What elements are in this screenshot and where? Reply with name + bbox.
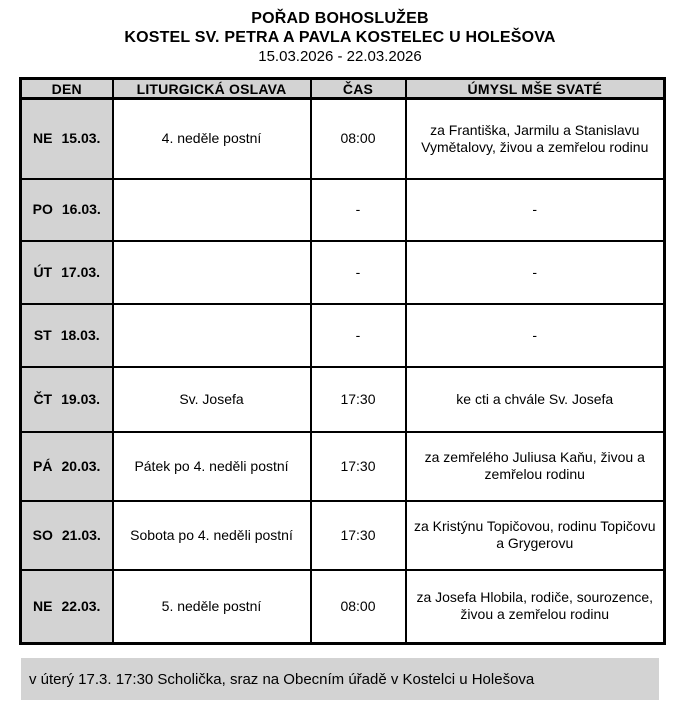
table-row [21, 570, 665, 644]
col-header-intention: ÚMYSL MŠE SVATÉ [406, 79, 665, 99]
cell-day [21, 432, 113, 501]
cell-intention: za Františka, Jarmilu a Stanislavu Vymětalovy, živou a zemřelou rodinu [406, 99, 665, 179]
day-label [33, 264, 100, 281]
day-date: 21.03. [61, 526, 101, 543]
cell-intention: - [406, 241, 665, 304]
cell-celebration: Sv. Josefa [113, 367, 311, 432]
table-row [21, 501, 665, 570]
cell-intention: za Josefa Hlobila, rodiče, sourozence, živou a zemřelou rodinu [406, 570, 665, 644]
document-title: POŘAD BOHOSLUŽEB [251, 10, 429, 27]
cell-celebration [113, 241, 311, 304]
day-code: NE [33, 130, 53, 147]
table-row [21, 432, 665, 501]
cell-day [21, 304, 113, 367]
cell-intention: za Kristýnu Topičovou, rodinu Topičovu a Grygerovu [406, 501, 665, 570]
table-row [21, 179, 665, 241]
day-label [33, 130, 100, 147]
cell-celebration [113, 304, 311, 367]
cell-time: 08:00 [311, 99, 406, 179]
cell-celebration: 4. neděle postní [113, 99, 311, 179]
col-header-time: ČAS [311, 79, 406, 99]
day-code: ČT [33, 390, 53, 407]
day-code: NE [33, 597, 53, 614]
cell-celebration [113, 179, 311, 241]
cell-celebration: 5. neděle postní [113, 570, 311, 644]
day-label [33, 458, 100, 475]
day-code: SO [32, 526, 53, 543]
cell-intention: - [406, 304, 665, 367]
day-label [33, 598, 100, 615]
day-date: 20.03. [61, 457, 101, 474]
day-date: 15.03. [61, 130, 101, 147]
col-header-day: DEN [21, 79, 113, 99]
cell-day [21, 367, 113, 432]
day-code: PO [32, 201, 53, 217]
table-row [21, 99, 665, 179]
cell-intention: za zemřelého Juliusa Kaňu, živou a zemřelou rodinu [406, 432, 665, 501]
header-row [21, 79, 665, 99]
day-date: 16.03. [61, 201, 101, 217]
church-name: KOSTEL SV. PETRA A PAVLA KOSTELEC U HOLEŠOVA [124, 29, 556, 46]
date-range: 15.03.2026 - 22.03.2026 [258, 48, 422, 65]
day-label [33, 527, 101, 544]
cell-intention: - [406, 179, 665, 241]
day-code: PÁ [33, 457, 53, 474]
cell-time: - [311, 304, 406, 367]
cell-celebration: Pátek po 4. neděli postní [113, 432, 311, 501]
col-header-celebration: LITURGICKÁ OSLAVA [113, 79, 311, 99]
cell-day [21, 570, 113, 644]
cell-celebration: Sobota po 4. neděli postní [113, 501, 311, 570]
cell-day [21, 179, 113, 241]
cell-time: 17:30 [311, 501, 406, 570]
table-row [21, 304, 665, 367]
day-date: 22.03. [61, 597, 101, 614]
cell-time: 17:30 [311, 367, 406, 432]
cell-time: - [311, 241, 406, 304]
announcement-bar [21, 658, 659, 700]
day-code: ST [33, 326, 52, 343]
day-code: ÚT [33, 263, 53, 280]
day-date: 18.03. [60, 326, 100, 343]
schedule-table [19, 77, 666, 645]
day-label [33, 201, 101, 218]
cell-intention: ke cti a chvále Sv. Josefa [406, 367, 665, 432]
cell-day [21, 241, 113, 304]
document-header [0, 0, 680, 67]
cell-time: - [311, 179, 406, 241]
day-label [34, 327, 100, 344]
cell-time: 08:00 [311, 570, 406, 644]
schedule-body [21, 99, 665, 644]
cell-time: 17:30 [311, 432, 406, 501]
day-label [33, 391, 100, 408]
announcement-text: v úterý 17.3. 17:30 Scholička, sraz na Obecním úřadě v Kostelci u Holešova [29, 670, 535, 688]
day-date: 19.03. [61, 390, 101, 407]
cell-day [21, 501, 113, 570]
table-row [21, 241, 665, 304]
day-date: 17.03. [61, 263, 101, 280]
table-row [21, 367, 665, 432]
cell-day [21, 99, 113, 179]
